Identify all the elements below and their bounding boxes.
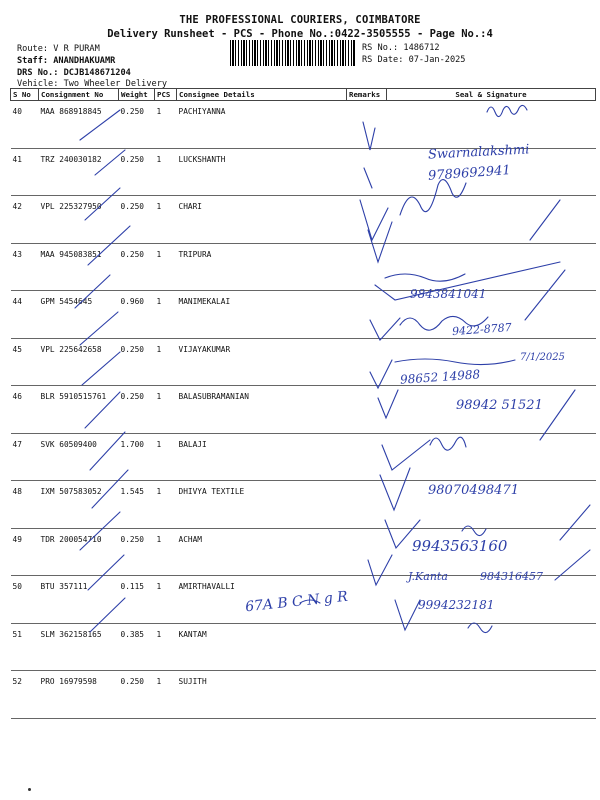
row-pcs: 1 xyxy=(155,671,177,719)
scan-dot xyxy=(28,788,31,791)
row-weight: 0.250 xyxy=(119,386,155,434)
row-pcs: 1 xyxy=(155,291,177,339)
row-sno: 50 xyxy=(11,576,39,624)
row-consignment: BTU 357111 xyxy=(39,576,119,624)
hw-r51-name: J.Kanta xyxy=(408,570,448,583)
row-pcs: 1 xyxy=(155,101,177,149)
row-consignment: MAA 945083851 xyxy=(39,243,119,291)
row-consignee: VIJAYAKUMAR xyxy=(177,338,347,386)
row-pcs: 1 xyxy=(155,338,177,386)
row-weight: 0.960 xyxy=(119,291,155,339)
row-weight: 1.545 xyxy=(119,481,155,529)
row-weight: 0.250 xyxy=(119,148,155,196)
row-sno: 48 xyxy=(11,481,39,529)
row-consignment: TDR 200054710 xyxy=(39,528,119,576)
row-sno: 47 xyxy=(11,433,39,481)
row-pcs: 1 xyxy=(155,576,177,624)
staff-label: Staff: ANANDHAKUAMR xyxy=(17,56,116,66)
row-pcs: 1 xyxy=(155,481,177,529)
row-pcs: 1 xyxy=(155,528,177,576)
col-consignment: Consignment No xyxy=(39,89,119,101)
row-sno: 41 xyxy=(11,148,39,196)
row-weight: 0.115 xyxy=(119,576,155,624)
row-consignee: SUJITH xyxy=(177,671,347,719)
row-sno: 45 xyxy=(11,338,39,386)
route-label: Route: V R PURAM xyxy=(17,44,100,54)
row-weight: 0.250 xyxy=(119,243,155,291)
row-sno: 49 xyxy=(11,528,39,576)
row-consignee: TRIPURA xyxy=(177,243,347,291)
row-consignee: KANTAM xyxy=(177,623,347,671)
row-consignment: VPL 225327950 xyxy=(39,196,119,244)
row-sno: 51 xyxy=(11,623,39,671)
runsheet-title: THE PROFESSIONAL COURIERS, COIMBATORE xyxy=(179,14,421,26)
rs-date: RS Date: 07-Jan-2025 xyxy=(362,55,466,65)
row-consignee: CHARI xyxy=(177,196,347,244)
runsheet-subtitle: Delivery Runsheet - PCS - Phone No.:0422-3505555 - Page No.:4 xyxy=(107,28,493,40)
row-consignment: VPL 225642658 xyxy=(39,338,119,386)
col-weight: Weight xyxy=(119,89,155,101)
row-consignment: GPM 5454645 xyxy=(39,291,119,339)
row-consignee: PACHIYANNA xyxy=(177,101,347,149)
row-consignment: TRZ 240030182 xyxy=(39,148,119,196)
hw-r49-phone: 98070498471 xyxy=(428,483,519,498)
hw-r52-phone: 9994232181 xyxy=(418,598,495,612)
row-consignee: AMIRTHAVALLI xyxy=(177,576,347,624)
row-consignment: MAA 868918845 xyxy=(39,101,119,149)
row-pcs: 1 xyxy=(155,386,177,434)
row-pcs: 1 xyxy=(155,433,177,481)
hw-r50-phone: 9943563160 xyxy=(412,537,508,555)
row-weight: 0.385 xyxy=(119,623,155,671)
hw-r46-date: 7/1/2025 xyxy=(520,352,565,363)
row-consignment: IXM 507583052 xyxy=(39,481,119,529)
hw-r45-phone: 9422-8787 xyxy=(451,320,513,339)
row-consignee: LUCKSHANTH xyxy=(177,148,347,196)
vehicle-label: Vehicle: Two Wheeler Delivery xyxy=(17,79,168,89)
row-weight: 0.250 xyxy=(119,671,155,719)
row-pcs: 1 xyxy=(155,196,177,244)
row-pcs: 1 xyxy=(155,243,177,291)
row-consignment: PRO 16979598 xyxy=(39,671,119,719)
col-signature: Seal & Signature xyxy=(387,89,596,101)
col-pcs: PCS xyxy=(155,89,177,101)
row-sno: 44 xyxy=(11,291,39,339)
hw-r47-phone: 98942 51521 xyxy=(456,398,543,413)
row-consignee: MANIMEKALAI xyxy=(177,291,347,339)
hw-r52-note: 67A B C N g R xyxy=(244,588,349,616)
row-consignment: SVK 60509400 xyxy=(39,433,119,481)
row-weight: 0.250 xyxy=(119,196,155,244)
hw-r44-phone: 9843841041 xyxy=(410,287,487,301)
row-sno: 42 xyxy=(11,196,39,244)
row-pcs: 1 xyxy=(155,623,177,671)
row-weight: 0.250 xyxy=(119,101,155,149)
hw-r46-phone: 98652 14988 xyxy=(399,367,481,387)
col-consignee: Consignee Details xyxy=(177,89,347,101)
rs-number: RS No.: 1486712 xyxy=(362,43,440,53)
row-pcs: 1 xyxy=(155,148,177,196)
row-weight: 1.700 xyxy=(119,433,155,481)
row-sno: 40 xyxy=(11,101,39,149)
row-consignee: DHIVYA TEXTILE xyxy=(177,481,347,529)
row-weight: 0.250 xyxy=(119,528,155,576)
hw-r41-name: Swarnalakshmi xyxy=(427,142,530,163)
row-consignment: BLR 5910515761 xyxy=(39,386,119,434)
col-remarks: Remarks xyxy=(347,89,387,101)
hw-r51-phone: 984316457 xyxy=(480,570,543,583)
row-sno: 46 xyxy=(11,386,39,434)
drs-label: DRS No.: DCJB148671204 xyxy=(17,68,131,78)
hw-r41-phone: 9789692941 xyxy=(427,163,512,184)
row-consignee: ACHAM xyxy=(177,528,347,576)
row-sno: 52 xyxy=(11,671,39,719)
row-consignee: BALAJI xyxy=(177,433,347,481)
col-sno: S No xyxy=(11,89,39,101)
row-consignee: BALASUBRAMANIAN xyxy=(177,386,347,434)
row-consignment: SLM 362158165 xyxy=(39,623,119,671)
row-sno: 43 xyxy=(11,243,39,291)
row-weight: 0.250 xyxy=(119,338,155,386)
